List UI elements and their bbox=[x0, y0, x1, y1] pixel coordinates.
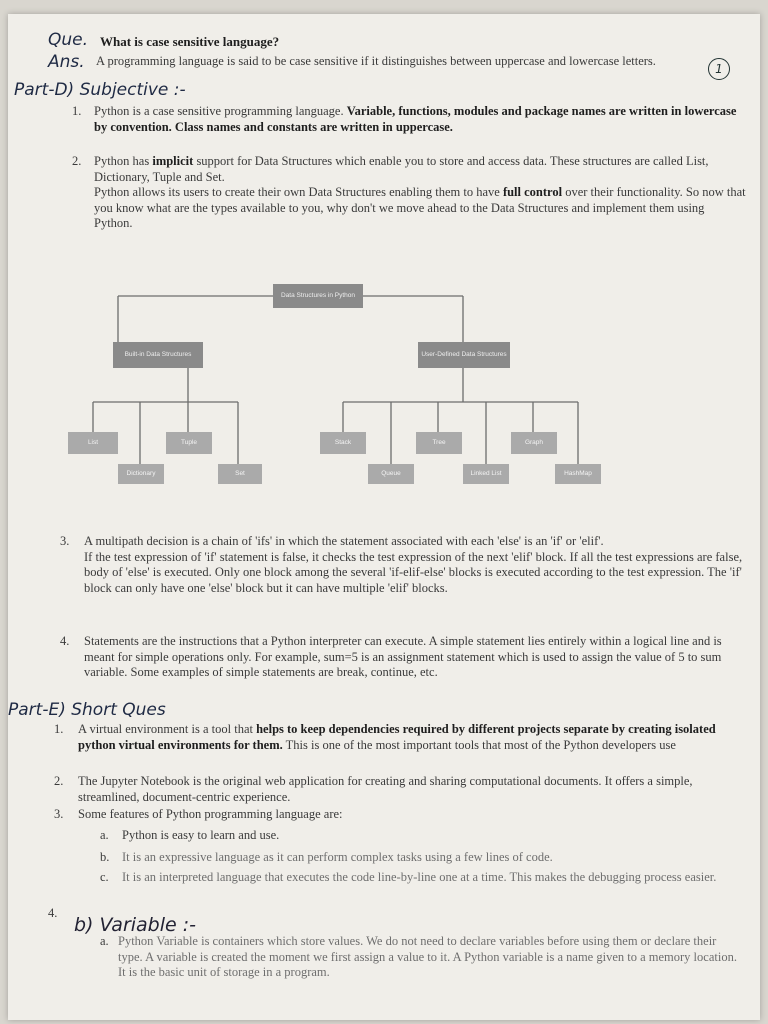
item-number: 2. bbox=[72, 154, 82, 168]
sub-item-label: b. bbox=[100, 850, 110, 864]
item-number: 1. bbox=[72, 104, 82, 118]
question-text: What is case sensitive language? bbox=[100, 34, 280, 49]
part-e-item-3: Some features of Python programming language are: bbox=[78, 807, 343, 821]
part-e-item-1 bbox=[78, 722, 744, 753]
answer-text: A programming language is said to be case sensitive if it distinguishes between uppercase and lowercase letters. bbox=[96, 54, 656, 68]
diagram-leaf-node: Dictionary bbox=[118, 464, 164, 484]
page-number-circle: 1 bbox=[708, 58, 730, 80]
item-number: 3. bbox=[60, 534, 70, 548]
variable-handwritten-label: b) Variable :- bbox=[74, 914, 196, 936]
part-d-item-4: Statements are the instructions that a Python interpreter can execute. A simple statement lies entirely within a logical line and is meant for simple operations only. For example, sum=5 is an assignment statement which is used to assign the value of 5 to sum variable. Some examples of simple statements are break, continue, etc. bbox=[84, 634, 722, 679]
diagram-userdefined-node: User-Defined Data Structures bbox=[418, 342, 510, 368]
e-item-1-bold: helps to keep dependencies required by different projects separate by creating isolated python virtual environments for them. bbox=[78, 722, 716, 752]
part-d-heading: Part-D) Subjective :- bbox=[14, 80, 186, 100]
sub-item-label: a. bbox=[100, 934, 109, 948]
part-d-item-2 bbox=[94, 154, 746, 232]
part-e-item-3b: It is an expressive language as it can perform complex tasks using a few lines of code. bbox=[122, 850, 553, 864]
part-e-item-4a: Python Variable is containers which store values. We do not need to declare variables before using them or declare their type. A variable is created the moment we first assign a value to it. A Python variable is a name given to a memory location. It is the basic unit of storage in a program. bbox=[118, 934, 737, 979]
item-number: 2. bbox=[54, 774, 64, 788]
part-d-item-1 bbox=[94, 104, 742, 135]
item-2-bold: implicit bbox=[152, 154, 194, 168]
item-number: 3. bbox=[54, 807, 64, 821]
diagram-builtin-node: Built-in Data Structures bbox=[113, 342, 203, 368]
item-number: 4. bbox=[60, 634, 70, 648]
diagram-leaf-node: Graph bbox=[511, 432, 557, 454]
diagram-leaf-node: Tree bbox=[416, 432, 462, 454]
item-2-pre: Python has bbox=[94, 154, 150, 168]
item-1-plain: Python is a case sensitive programming language. bbox=[94, 104, 344, 118]
item-3-text2: If the test expression of 'if' statement is false, it checks the test expression of the next 'elif' block. If all the test expressions are false, body of 'else' is executed. Only one block among the several 'if-elif-else' blocks is executed according to the test expression. The 'if' block can only have one 'else' block but it can have multiple 'elif' blocks. bbox=[84, 549, 743, 595]
part-e-item-3a: Python is easy to learn and use. bbox=[122, 828, 280, 842]
que-label: Que. bbox=[48, 30, 89, 50]
ans-label: Ans. bbox=[48, 52, 85, 72]
item-2-mid: support for Data Structures which enable you to store and access data. These structures are called List, Dictionary, Tuple and Set. bbox=[94, 154, 709, 184]
document-page bbox=[8, 14, 760, 1020]
item-number: 4. bbox=[48, 906, 58, 920]
diagram-leaf-node: Queue bbox=[368, 464, 414, 484]
diagram-root-node: Data Structures in Python bbox=[273, 284, 363, 308]
item-2-bold2: full control bbox=[502, 185, 563, 199]
diagram-leaf-node: Stack bbox=[320, 432, 366, 454]
sub-item-label: c. bbox=[100, 870, 109, 884]
item-1-bold: Variable, functions, modules and package names are written in lowercase by convention. Class names and constants are written in uppercase. bbox=[94, 104, 737, 134]
diagram-leaf-node: Linked List bbox=[463, 464, 509, 484]
diagram-leaf-node: Set bbox=[218, 464, 262, 484]
item-2-post2: over their functionality. So now that you know what are the types available to you, why don't we move ahead to the Data Structures and implement them using Python. bbox=[94, 185, 746, 230]
part-e-item-2: The Jupyter Notebook is the original web application for creating and sharing computational documents. It offers a simple, streamlined, document-centric experience. bbox=[78, 774, 693, 804]
part-e-heading: Part-E) Short Ques bbox=[8, 700, 166, 720]
part-e-item-3c: It is an interpreted language that executes the code line-by-line one at a time. This makes the debugging process easier. bbox=[122, 870, 717, 884]
item-2-pre2: Python allows its users to create their own Data Structures enabling them to have bbox=[94, 185, 500, 199]
e-item-1-post: This is one of the most important tools that most of the Python developers use bbox=[285, 737, 676, 752]
diagram-leaf-node: List bbox=[68, 432, 118, 454]
diagram-leaf-node: HashMap bbox=[555, 464, 601, 484]
item-number: 1. bbox=[54, 722, 64, 736]
part-d-item-3 bbox=[84, 534, 744, 596]
item-3-text: A multipath decision is a chain of 'ifs' in which the statement associated with each 'else' is an 'if' or 'elif'. bbox=[84, 534, 604, 548]
e-item-1-pre: A virtual environment is a tool that bbox=[78, 722, 253, 736]
sub-item-label: a. bbox=[100, 828, 109, 842]
diagram-leaf-node: Tuple bbox=[166, 432, 212, 454]
data-structures-diagram bbox=[68, 284, 628, 514]
